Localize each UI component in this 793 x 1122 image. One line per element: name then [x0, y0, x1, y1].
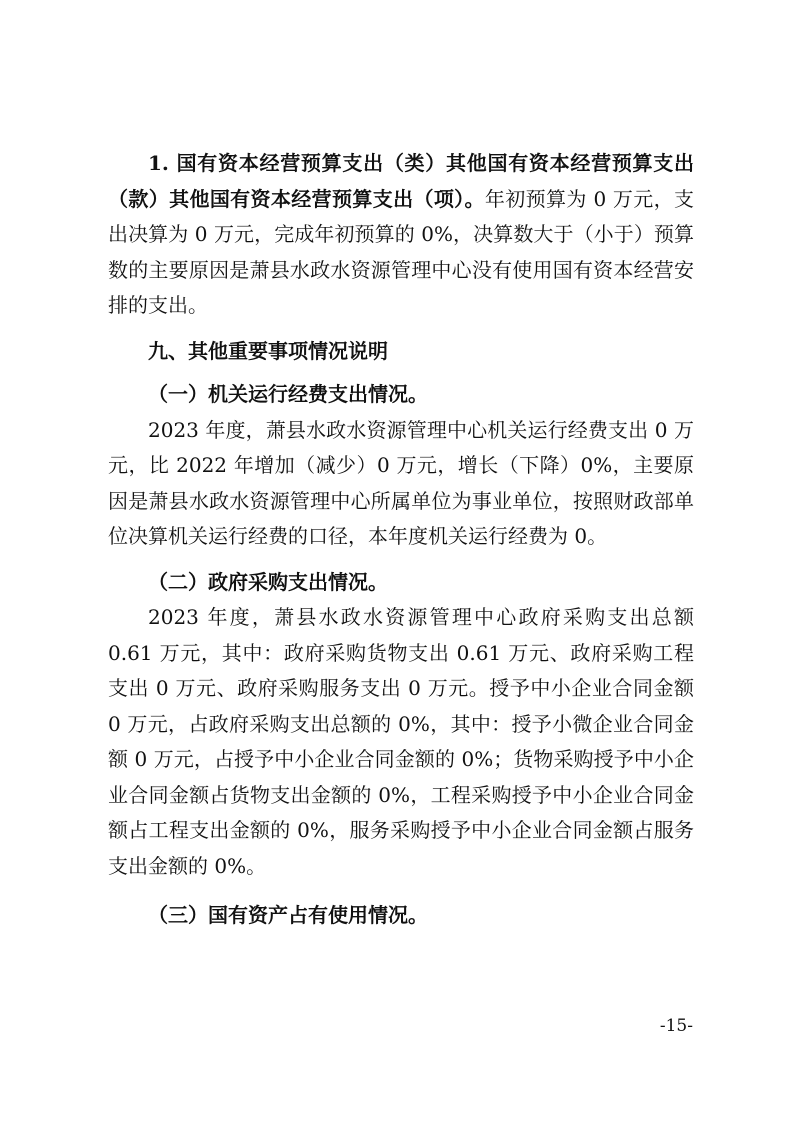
subsection-heading-state-assets: （三）国有资产占有使用情况。	[148, 903, 428, 927]
document-page	[108, 146, 694, 934]
subsection-heading-operating-expense: （一）机关运行经费支出情况。	[148, 382, 428, 406]
paragraph-procurement: 2023 年度，萧县水政水资源管理中心政府采购支出总额 0.61 万元，其中：政府采购货物支出 0.61 万元、政府采购工程支出 0 万元、政府采购服务支出 0 万元。授予中小企业合同金额 0 万元，占政府采购支出总额的 0%，其中：授予小微企业合同金额 0 万元，占授予中小企业合同金额的 0%；货物采购授予中小企业合同金额占货物支出金额的 0%，工程采购授予中小企业合同金额占工程支出金额的 0%，服务采购授予中小企业合同金额占服务支出金额的 0%。	[108, 605, 694, 878]
subsection-heading-procurement: （二）政府采购支出情况。	[148, 569, 388, 594]
paragraph-lead-bold: 1. 国有资本经营预算支出（类）其他国有资本经营预算支出（款）其他国有资本经营预算支出（项）。	[108, 151, 694, 211]
paragraph-operating-expense: 2023 年度，萧县水政水资源管理中心机关运行经费支出 0 万元，比 2022 年增加（减少）0 万元，增长（下降）0%，主要原因是萧县水政水资源管理中心所属单位为事业单位，按照财政部单位决算机关运行经费的口径，本年度机关运行经费为 0。	[108, 417, 694, 548]
section-heading-nine: 九、其他重要事项情况说明	[148, 338, 388, 363]
paragraph-body: 年初预算为 0 万元，支出决算为 0 万元，完成年初预算的 0%，决算数大于（小于）预算数的主要原因是萧县水政水资源管理中心没有使用国有资本经营安排的支出。	[108, 186, 694, 317]
page-number: -15-	[659, 1016, 693, 1036]
paragraph-capital-budget	[108, 146, 694, 324]
